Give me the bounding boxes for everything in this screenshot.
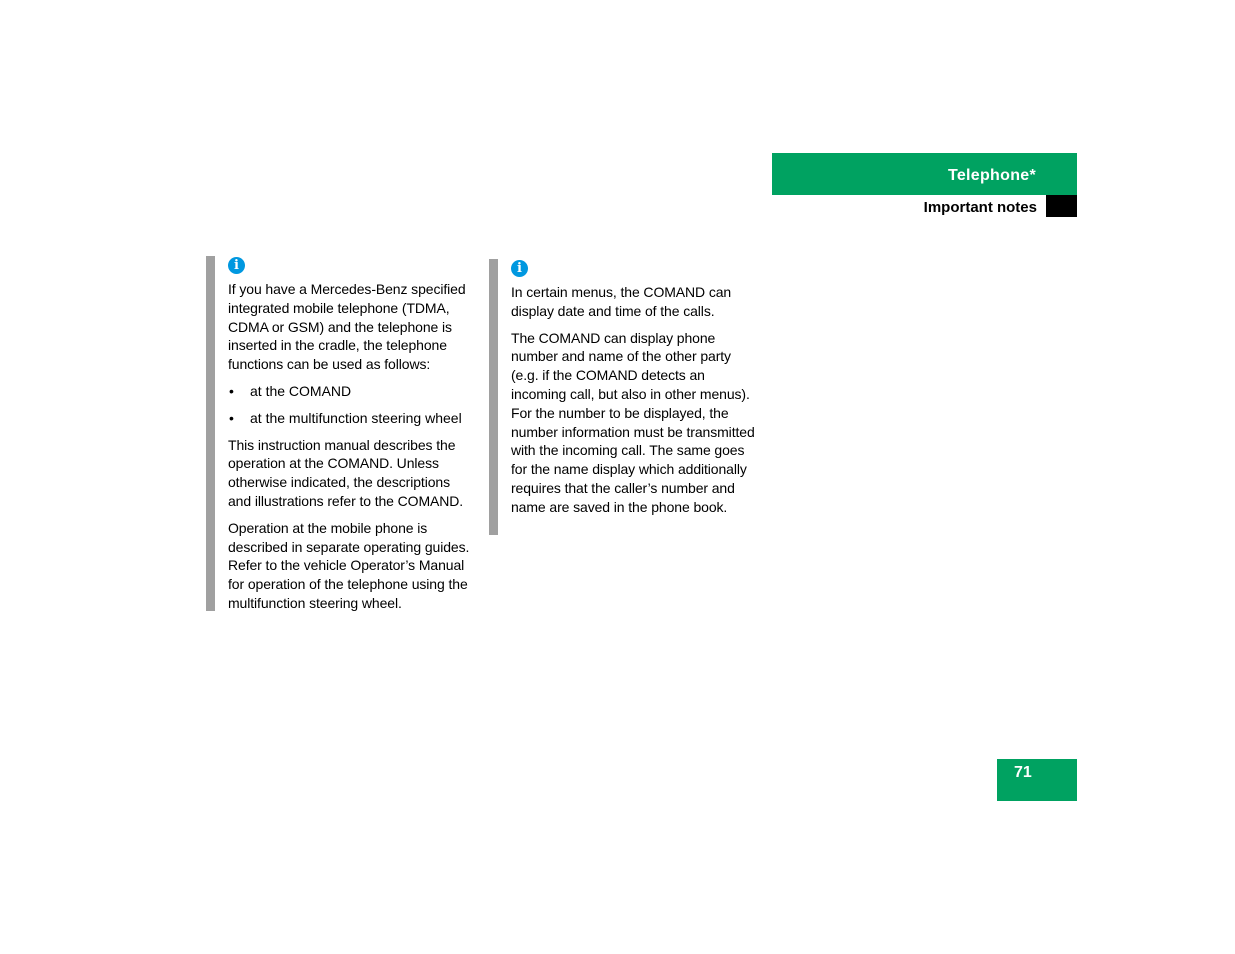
info-note-left [206,256,476,611]
note-side-bar [489,259,498,535]
note-side-bar [206,256,215,611]
bullet-item: • at the multifunction steering wheel [228,409,476,428]
note-paragraph: Operation at the mobile phone is described in separate operating guides. Refer to the vehicle Operator’s Manual for operation of the telephone using the multifunction steering wheel. [228,519,470,611]
subsection-marker-block [1046,195,1077,217]
bullet-item: • at the COMAND [228,382,476,401]
page-number: 71 [1014,764,1032,781]
info-icon: i [228,257,245,274]
section-header-bar [772,153,1077,195]
note-paragraph: The COMAND can display phone number and name of the other party (e.g. if the COMAND detects an incoming call, but also in other menus). For the number to be displayed, the number information must be transmitted with the incoming call. The same goes for the name display which additionally requires that the caller’s number and name are saved in the phone book. [511,329,755,515]
note-paragraph: In certain menus, the COMAND can display date and time of the calls. [511,284,732,319]
note-content [228,256,476,621]
section-title: Telephone* [947,167,1036,184]
page-number-box [997,759,1077,801]
note-content [511,259,759,525]
note-paragraph: This instruction manual describes the operation at the COMAND. Unless otherwise indicated, the descriptions and illustrations refer to the COMAND. [228,436,464,509]
subsection-title: Important notes [923,199,1037,216]
subsection-header [772,195,1077,217]
note-paragraph: If you have a Mercedes-Benz specified integrated mobile telephone (TDMA, CDMA or GSM) and the telephone is inserted in the cradle, the telephone functions can be used as follows: [228,281,466,373]
info-icon: i [511,260,528,277]
info-note-right [489,259,759,535]
